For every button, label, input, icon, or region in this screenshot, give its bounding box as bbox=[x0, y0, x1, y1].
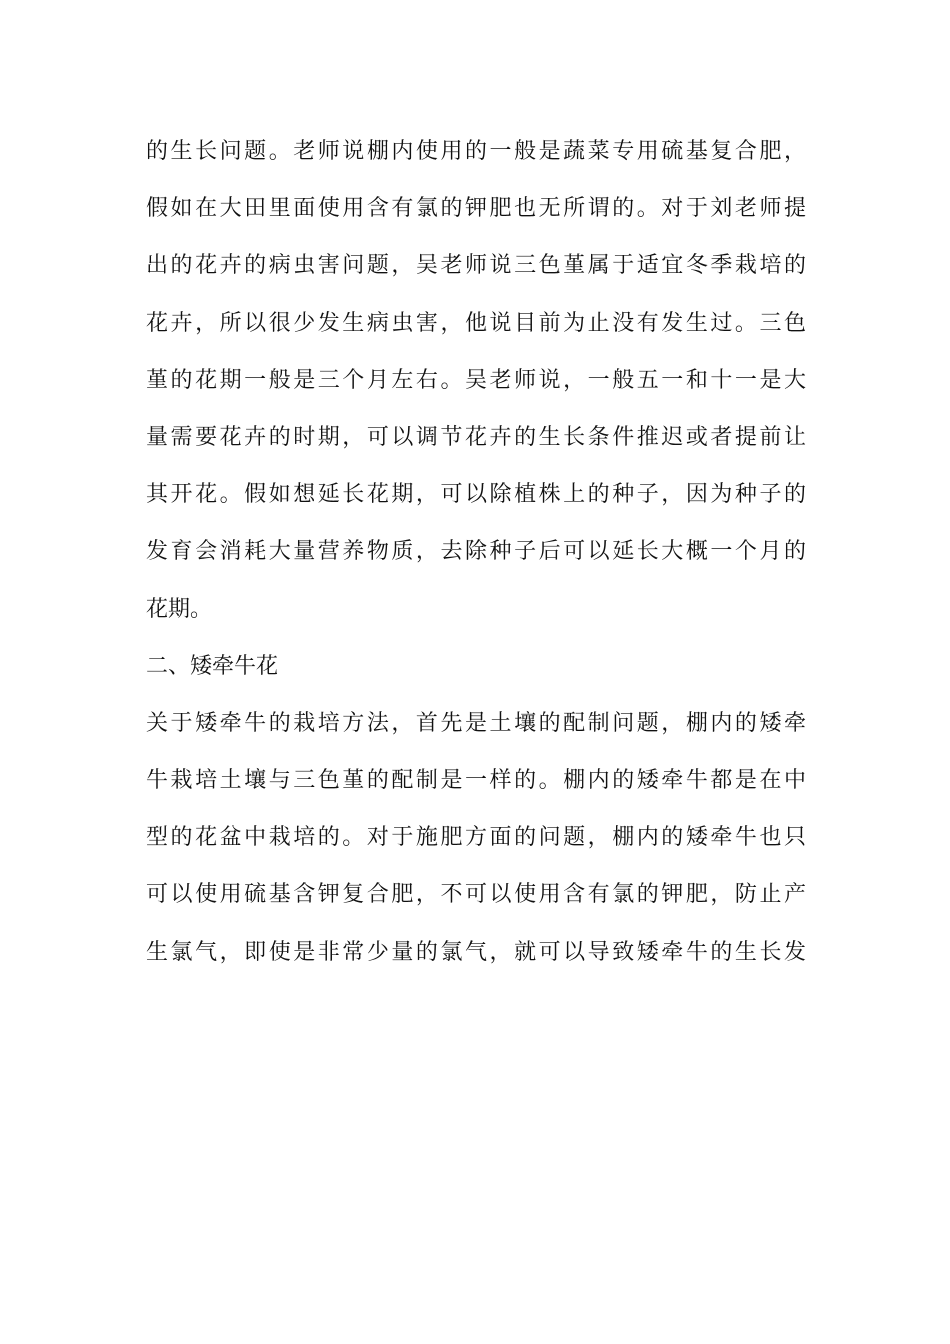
section-heading: 二、矮牵牛花 bbox=[146, 653, 279, 679]
paragraph-line: 关于矮牵牛的栽培方法，首先是土壤的配制问题，棚内的矮牵 bbox=[146, 710, 806, 736]
paragraph-line: 其开花。假如想延长花期，可以除植株上的种子，因为种子的 bbox=[146, 482, 806, 508]
paragraph-line: 堇的花期一般是三个月左右。吴老师说，一般五一和十一是大 bbox=[146, 367, 806, 393]
paragraph-line: 发育会消耗大量营养物质，去除种子后可以延长大概一个月的 bbox=[146, 539, 806, 565]
paragraph-line: 型的花盆中栽培的。对于施肥方面的问题，棚内的矮牵牛也只 bbox=[146, 825, 806, 851]
body-text bbox=[146, 130, 806, 988]
paragraph-line: 假如在大田里面使用含有氯的钾肥也无所谓的。对于刘老师提 bbox=[146, 196, 806, 222]
paragraph-line: 可以使用硫基含钾复合肥，不可以使用含有氯的钾肥，防止产 bbox=[146, 882, 806, 908]
paragraph-line: 出的花卉的病虫害问题，吴老师说三色堇属于适宜冬季栽培的 bbox=[146, 253, 806, 279]
paragraph-line: 量需要花卉的时期，可以调节花卉的生长条件推迟或者提前让 bbox=[146, 424, 806, 450]
paragraph-line: 花期。 bbox=[146, 596, 213, 622]
paragraph-line: 花卉，所以很少发生病虫害，他说目前为止没有发生过。三色 bbox=[146, 310, 806, 336]
paragraph-line: 牛栽培土壤与三色堇的配制是一样的。棚内的矮牵牛都是在中 bbox=[146, 768, 806, 794]
paragraph-line: 的生长问题。老师说棚内使用的一般是蔬菜专用硫基复合肥， bbox=[146, 139, 806, 164]
paragraph-line: 生氯气，即使是非常少量的氯气，就可以导致矮牵牛的生长发 bbox=[146, 939, 806, 965]
